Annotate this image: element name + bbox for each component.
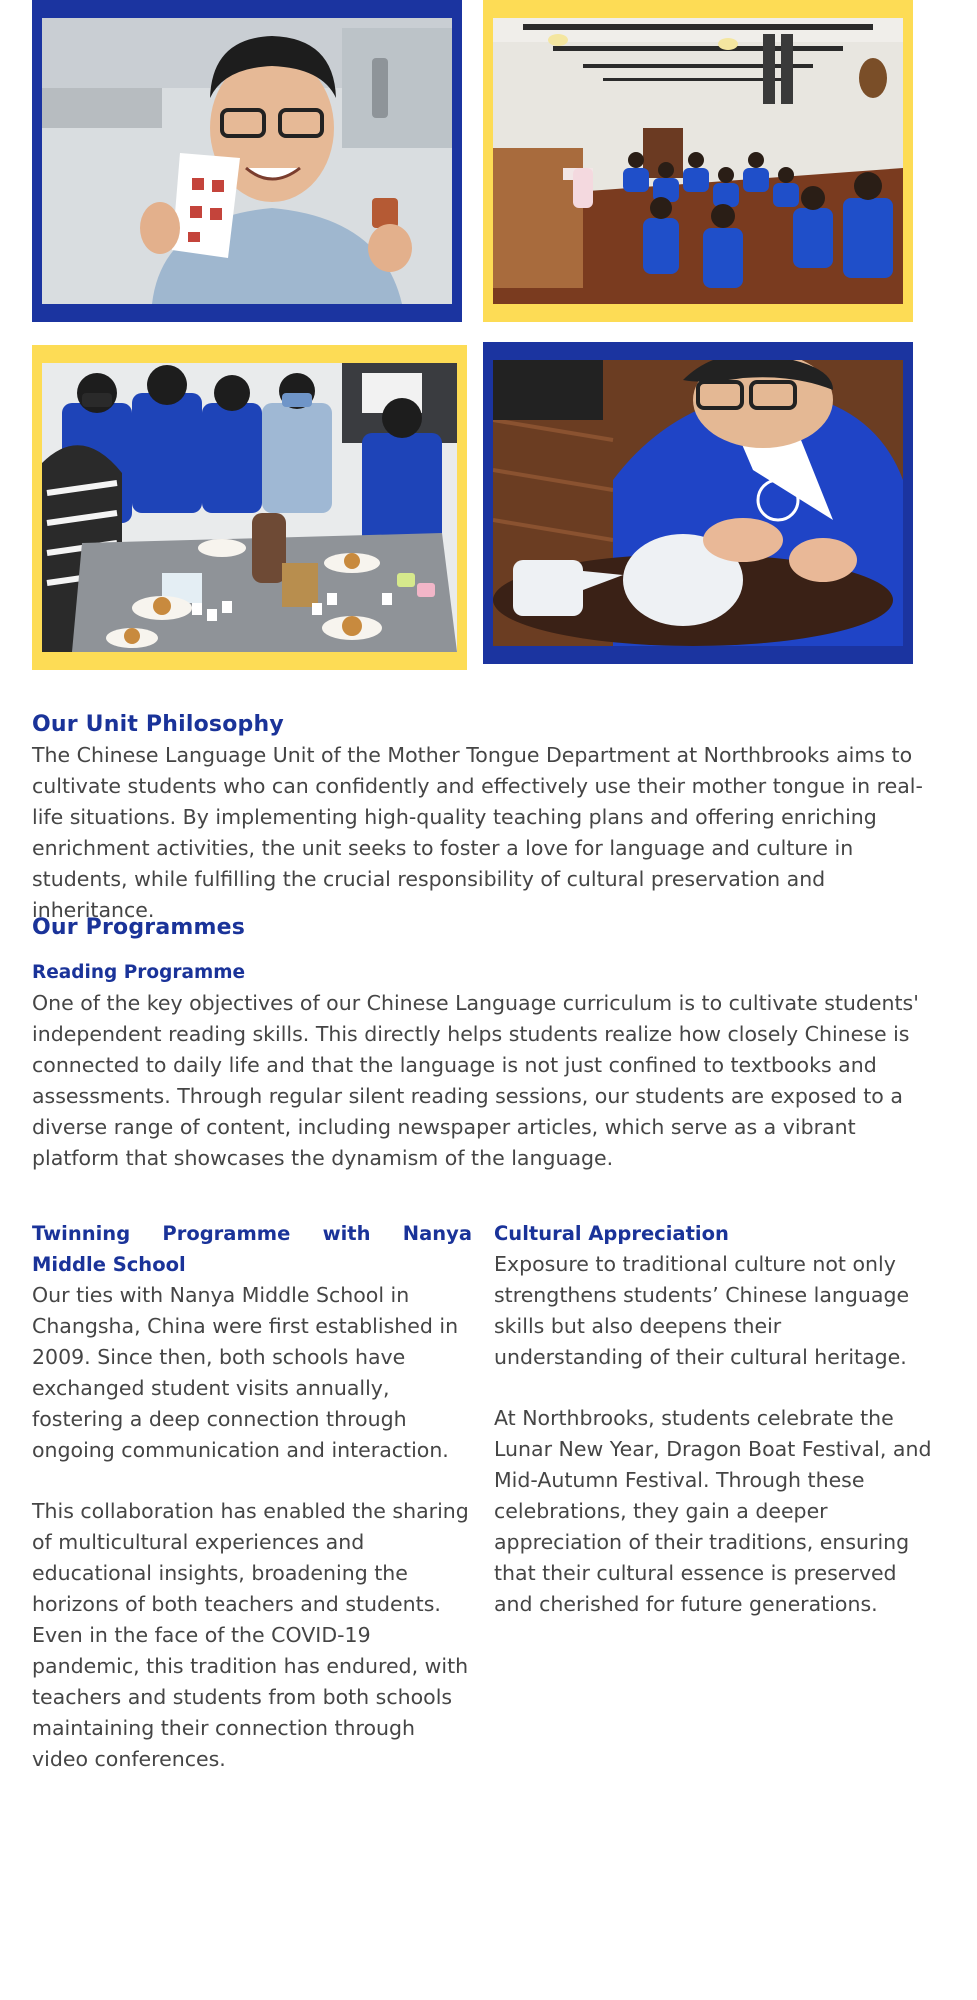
cultural-appreciation-title: Cultural Appreciation <box>494 1222 729 1245</box>
reading-programme-title: Reading Programme <box>32 962 246 983</box>
photo-student-pouring-tea <box>493 360 903 646</box>
photo-tea-mooncake-table <box>42 363 457 652</box>
photo-frame-2 <box>483 0 913 322</box>
reading-programme-text: One of the key objectives of our Chinese Language curriculum is to cultivate students' independent reading skills. This directly helps students realize how closely Chinese is connected to daily life and that the language is not just confined to textbooks and assessments. Through regular silent reading sessions, our students are exposed to a diverse range of content, including newspaper articles, which serve as a vibrant platform that showcases the dynamism of the language. <box>32 991 919 1170</box>
philosophy-text: The Chinese Language Unit of the Mother Tongue Department at Northbrooks aims to cultivate students who can confidently and effectively use their mother tongue in real-life situations. By implementing high-quality teaching plans and offering enriching enrichment activities, the unit seeks to foster a love for language and culture in students, while fulfilling the crucial responsibility of cultural preservation and inheritance. <box>32 743 923 922</box>
photo-student-with-paper-cutting <box>42 18 452 304</box>
cultural-para-1: Exposure to traditional culture not only strengthens students’ Chinese language skills but also deepens their understanding of their cultural heritage. <box>494 1252 910 1369</box>
photo-frame-3 <box>32 345 467 670</box>
twinning-para-1: Our ties with Nanya Middle School in Changsha, China were first established in 2009. Since then, both schools have exchanged student visits annually, fostering a deep connection through ongoing communication and interaction. <box>32 1283 459 1462</box>
philosophy-title: Our Unit Philosophy <box>32 712 284 737</box>
photo-frame-1 <box>32 0 462 322</box>
twinning-para-2: This collaboration has enabled the sharing of multicultural experiences and educational insights, broadening the horizons of both teachers and students. Even in the face of the COVID-19 pandemic, this tradition has endured, with teachers and students from both schools maintaining their connection through video conferences. <box>32 1499 469 1771</box>
photo-students-in-hall <box>493 18 903 304</box>
programmes-title: Our Programmes <box>32 915 246 940</box>
cultural-para-2: At Northbrooks, students celebrate the Lunar New Year, Dragon Boat Festival, and Mid-Autumn Festival. Through these celebrations, they gain a deeper appreciation of their traditions, ensuring that their cultural essence is preserved and cherished for future generations. <box>494 1406 932 1616</box>
twinning-programme-title: Twinning Programme with Nanya Middle School <box>32 1222 472 1276</box>
photo-frame-4 <box>483 342 913 664</box>
